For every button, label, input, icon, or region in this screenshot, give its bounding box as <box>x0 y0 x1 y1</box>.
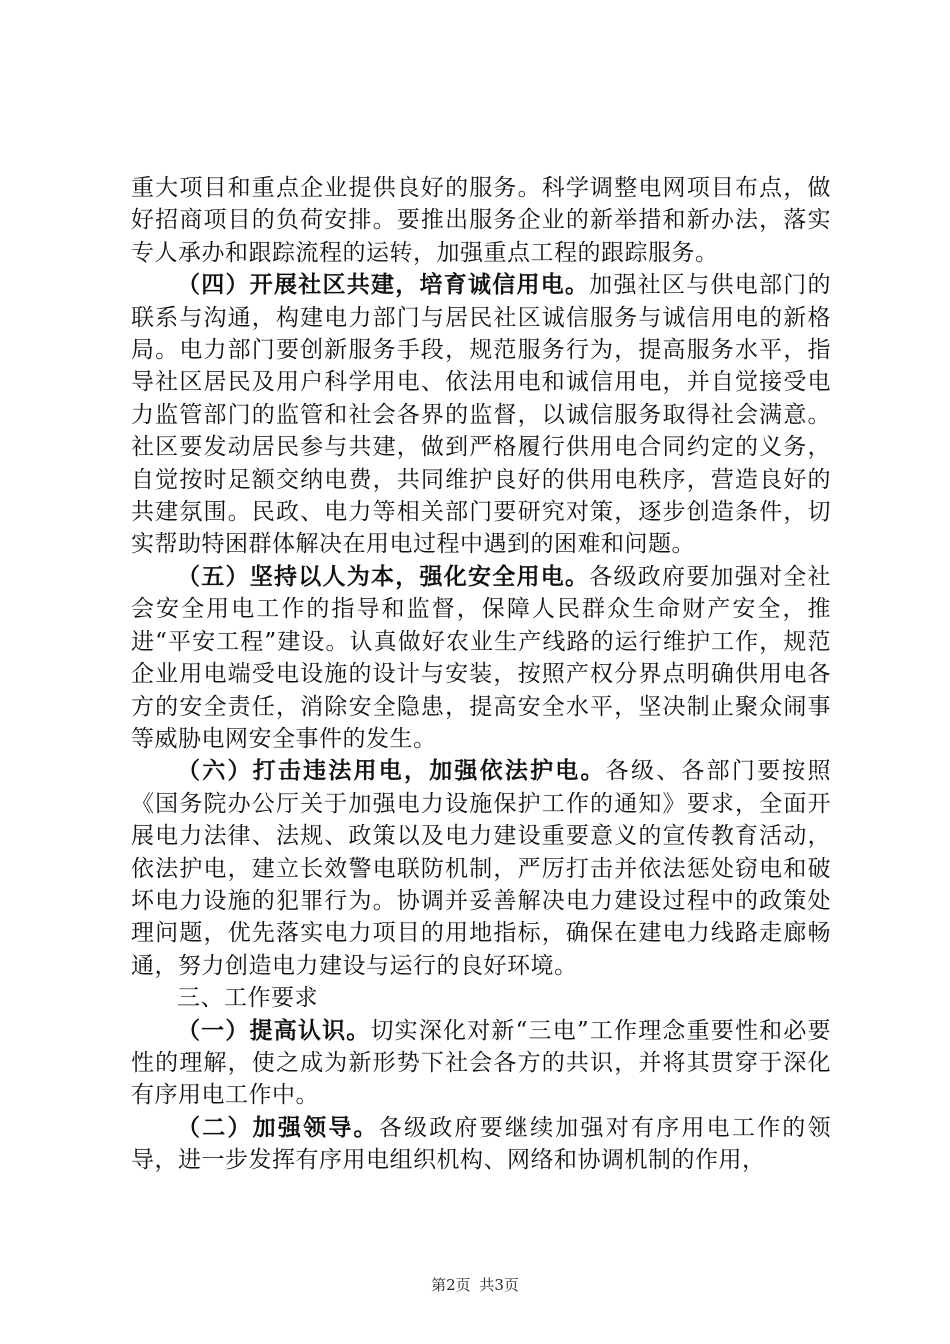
paragraph-text: 加强社区与供电部门的联系与沟通，构建电力部门与居民社区诚信服务与诚信用电的新格局。电力部门要创新服务手段，规范服务行为，提高服务水平，指导社区居民及用户科学用电、依法用电和诚信用电，并自觉接受电力监管部门的监管和社会各界的监督，以诚信服务取得社会满意。社区要发动居民参与共建，做到严格履行供用电合同约定的义务，自觉按时足额交纳电费，共同维护良好的供用电秩序，营造良好的共建氛围。民政、电力等相关部门要研究对策，逐步创造条件，切实帮助特困群体解决在用电过程中遇到的困难和问题。 <box>131 272 831 558</box>
section-heading: 三、工作要求 <box>177 985 318 1012</box>
requirement-lead: （一）提高认识。 <box>177 1016 371 1044</box>
paragraph-lead: （六）打击违法用电，加强依法护电。 <box>177 757 606 785</box>
page-number: 第2页 <box>431 1276 471 1294</box>
paragraph-lead: （五）坚持以人为本，强化安全用电。 <box>177 562 590 590</box>
paragraph-text: 各级、各部门要按照《国务院办公厅关于加强电力设施保护工作的通知》要求，全面开展电力法律、法规、政策以及电力建设重要意义的宣传教育活动，依法护电，建立长效警电联防机制，严厉打击并依法惩处窃电和破坏电力设施的犯罪行为。协调并妥善解决电力建设过程中的政策处理问题，优先落实电力项目的用地指标，确保在建电力线路走廊畅通，努力创造电力建设与运行的良好环境。 <box>131 758 832 979</box>
requirement-lead: （二）加强领导。 <box>177 1113 379 1141</box>
paragraph-lead: （四）开展社区共建，培育诚信用电。 <box>177 271 590 299</box>
requirement-awareness <box>131 1015 831 1112</box>
paragraph-text: 重大项目和重点企业提供良好的服务。科学调整电网项目布点，做好招商项目的负荷安排。要推出服务企业的新举措和新办法，落实专人承办和跟踪流程的运转，加强重点工程的跟踪服务。 <box>131 175 831 266</box>
paragraph-community <box>131 269 831 561</box>
paragraph-text: 各级政府要加强对全社会安全用电工作的指导和监督，保障人民群众生命财产安全，推进“平安工程”建设。认真做好农业生产线路的运行维护工作，规范企业用电端受电设施的设计与安装，按照产权分界点明确供用电各方的安全责任，消除安全隐患，提高安全水平，坚决制止聚众闹事等威胁电网安全事件的发生。 <box>131 563 831 752</box>
requirement-text: 各级政府要继续加强对有序用电工作的领导，进一步发挥有序用电组织机构、网络和协调机制的作用， <box>131 1114 832 1174</box>
page-footer <box>0 1274 950 1295</box>
requirement-leadership <box>131 1112 831 1177</box>
page-total: 共3页 <box>479 1276 519 1294</box>
paragraph-law <box>131 755 831 982</box>
document-body <box>131 172 831 1177</box>
paragraph-continuation <box>131 172 831 269</box>
requirement-text: 切实深化对新“三电”工作理念重要性和必要性的理解，使之成为新形势下社会各方的共识，并将其贯穿于深化有序用电工作中。 <box>131 1017 831 1109</box>
paragraph-safety <box>131 561 831 755</box>
